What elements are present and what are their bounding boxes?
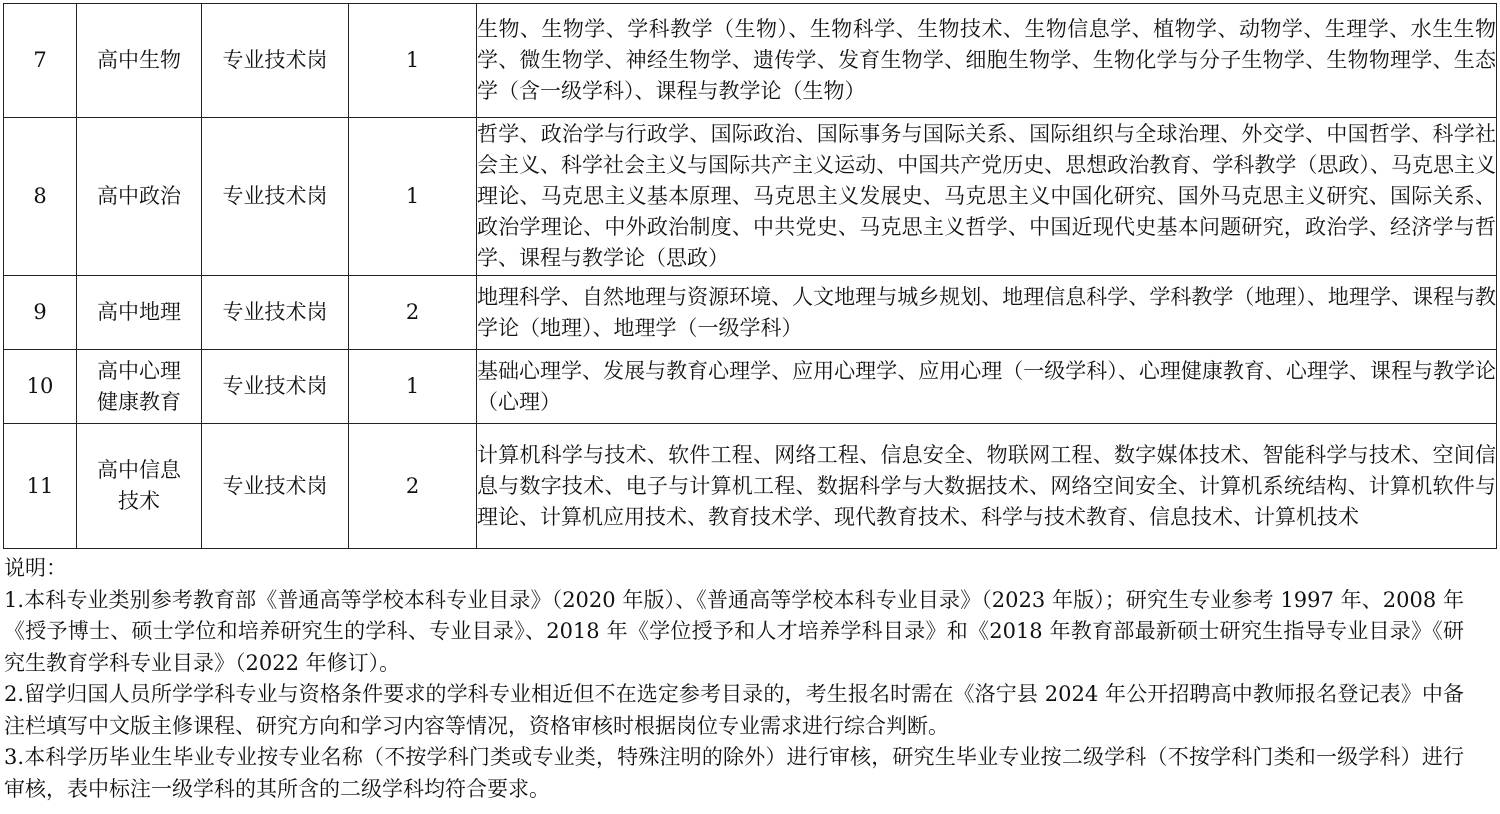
row-number: 9	[4, 276, 77, 350]
table-row	[4, 118, 1497, 276]
row-number: 7	[4, 4, 77, 118]
subject-cell: 高中政治	[77, 118, 202, 276]
majors-cell: 计算机科学与技术、软件工程、网络工程、信息安全、物联网工程、数字媒体技术、智能科学与技术、空间信息与数字技术、电子与计算机工程、数据科学与大数据技术、网络空间安全、计算机系统结构、计算机软件与理论、计算机应用技术、教育技术学、现代教育技术、科学与技术教育、信息技术、计算机技术	[477, 424, 1497, 549]
note-item: 1.本科专业类别参考教育部《普通高等学校本科专业目录》（2020 年版）、《普通高等学校本科专业目录》（2023 年版）；研究生专业参考 1997 年、2008 年《授予博士、硕士学位和培养研究生的学科、专业目录》、2018 年《学位授予和人才培养学科目录》和《2018 年教育部最新硕士研究生指导专业目录》《研究生教育学科专业目录》（2022 年修订）。	[4, 587, 1464, 675]
majors-cell: 哲学、政治学与行政学、国际政治、国际事务与国际关系、国际组织与全球治理、外交学、中国哲学、科学社会主义、科学社会主义与国际共产主义运动、中国共产党历史、思想政治教育、学科教学（思政）、马克思主义理论、马克思主义基本原理、马克思主义发展史、马克思主义中国化研究、国外马克思主义研究、国际关系、政治学理论、中外政治制度、中共党史、马克思主义哲学、中国近现代史基本问题研究，政治学、经济学与哲学、课程与教学论（思政）	[477, 118, 1497, 276]
subject-cell: 高中地理	[77, 276, 202, 350]
post-type-cell: 专业技术岗	[202, 350, 349, 424]
count-cell: 1	[349, 350, 477, 424]
note-item: 3.本科学历毕业生毕业专业按专业名称（不按学科门类或专业类，特殊注明的除外）进行审核，研究生毕业专业按二级学科（不按学科门类和一级学科）进行审核，表中标注一级学科的其所含的二级学科均符合要求。	[4, 745, 1464, 801]
subject-cell: 高中生物	[77, 4, 202, 118]
note-item: 2.留学归国人员所学学科专业与资格条件要求的学科专业相近但不在选定参考目录的，考生报名时需在《洛宁县 2024 年公开招聘高中教师报名登记表》中备注栏填写中文版主修课程、研究方向和学习内容等情况，资格审核时根据岗位专业需求进行综合判断。	[4, 682, 1464, 738]
table-row	[4, 276, 1497, 350]
majors-cell: 地理科学、自然地理与资源环境、人文地理与城乡规划、地理信息科学、学科教学（地理）、地理学、课程与教学论（地理）、地理学（一级学科）	[477, 276, 1497, 350]
notes-section	[4, 553, 1464, 805]
post-type-cell: 专业技术岗	[202, 4, 349, 118]
subject-cell: 高中信息技术	[77, 424, 202, 549]
count-cell: 2	[349, 424, 477, 549]
count-cell: 1	[349, 4, 477, 118]
row-number: 8	[4, 118, 77, 276]
count-cell: 2	[349, 276, 477, 350]
majors-cell: 基础心理学、发展与教育心理学、应用心理学、应用心理（一级学科）、心理健康教育、心理学、课程与教学论（心理）	[477, 350, 1497, 424]
post-type-cell: 专业技术岗	[202, 118, 349, 276]
table-row	[4, 350, 1497, 424]
recruitment-table	[3, 3, 1497, 549]
post-type-cell: 专业技术岗	[202, 424, 349, 549]
majors-cell: 生物、生物学、学科教学（生物）、生物科学、生物技术、生物信息学、植物学、动物学、生理学、水生生物学、微生物学、神经生物学、遗传学、发育生物学、细胞生物学、生物化学与分子生物学、生物物理学、生态学（含一级学科）、课程与教学论（生物）	[477, 4, 1497, 118]
count-cell: 1	[349, 118, 477, 276]
row-number: 10	[4, 350, 77, 424]
table-row	[4, 424, 1497, 549]
subject-cell: 高中心理健康教育	[77, 350, 202, 424]
table-row	[4, 4, 1497, 118]
row-number: 11	[4, 424, 77, 549]
notes-heading: 说明：	[4, 556, 67, 580]
post-type-cell: 专业技术岗	[202, 276, 349, 350]
